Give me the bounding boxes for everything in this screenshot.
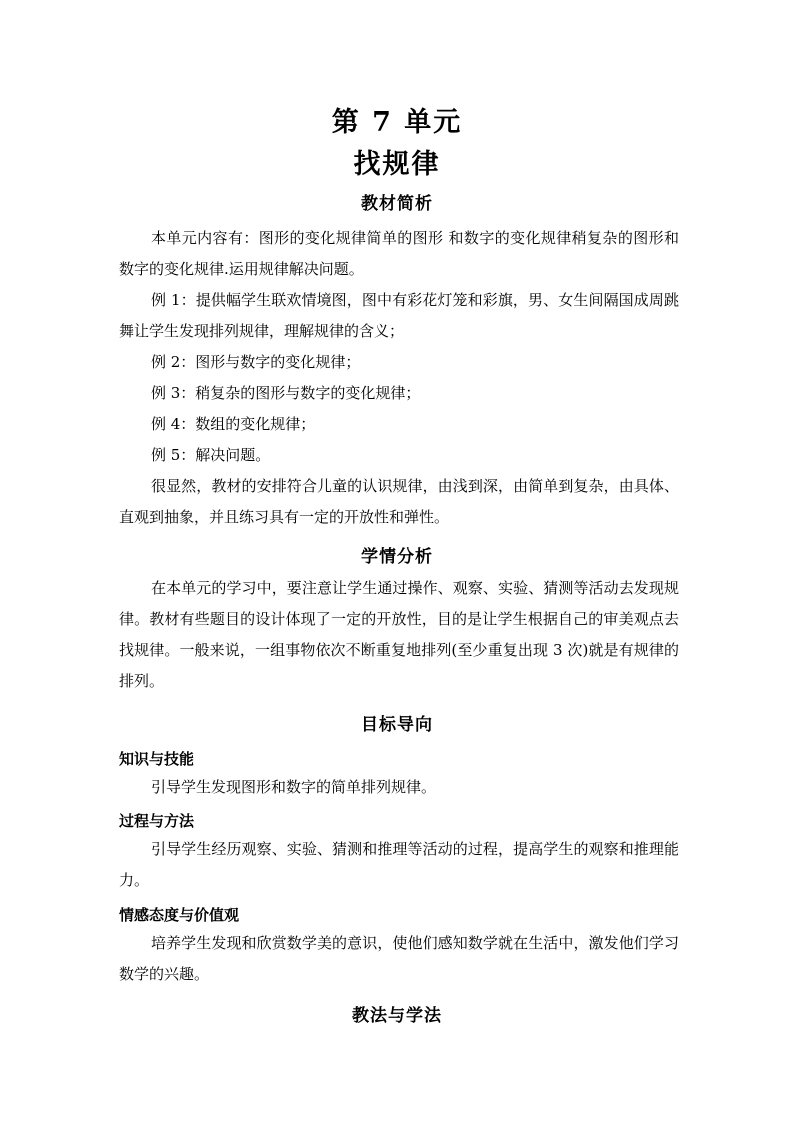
section-heading-methods: 教法与学法 [352, 1006, 442, 1026]
unit-title: 第 7 单元 [331, 107, 463, 138]
unit-subtitle: 找规律 [353, 149, 441, 180]
section-heading-analysis: 教材简析 [361, 194, 433, 214]
goal-text-process: 引导学生经历观察、实验、猜测和推理等活动的过程，提高学生的观察和推理能力。 [119, 840, 679, 889]
section-heading-students: 学情分析 [361, 547, 433, 567]
goal-label-knowledge: 知识与技能 [119, 750, 195, 768]
analysis-body [119, 223, 679, 533]
analysis-paragraph: 例 4：数组的变化规律； [151, 415, 316, 433]
section-heading-goals: 目标导向 [361, 715, 433, 735]
goal-text-emotion: 培养学生发现和欣赏数学美的意识，使他们感知数学就在生活中，激发他们学习数学的兴趣。 [119, 934, 679, 983]
analysis-paragraph: 例 2：图形与数字的变化规律； [151, 353, 361, 371]
students-paragraph: 在本单元的学习中，要注意让学生通过操作、观察、实验、猜测等活动去发现规律。教材有些题目的设计体现了一定的开放性，目的是让学生根据自己的审美观点去找规律。一般来说，一组事物依次不断重复地排列(至少重复出现 3 次)就是有规律的排列。 [119, 579, 679, 690]
goal-text-process-block [119, 834, 679, 896]
goal-text-knowledge: 引导学生发现图形和数字的简单排列规律。 [151, 778, 437, 796]
analysis-paragraph: 很显然，教材的安排符合儿童的认识规律，由浅到深，由简单到复杂，由具体、直观到抽象，并且练习具有一定的开放性和弹性。 [119, 477, 679, 526]
goal-label-process: 过程与方法 [119, 812, 195, 830]
analysis-paragraph: 例 5：解决问题。 [151, 446, 271, 464]
goal-text-emotion-block [119, 928, 679, 990]
analysis-paragraph: 例 1：提供幅学生联欢情境图，图中有彩花灯笼和彩旗，男、女生间隔国成周跳舞让学生发现排列规律，理解规律的含义； [119, 291, 679, 340]
goal-text-knowledge-block [119, 772, 679, 803]
students-body [119, 573, 679, 697]
analysis-paragraph: 本单元内容有：图形的变化规律简单的图形 和数字的变化规律稍复杂的图形和数字的变化规律.运用规律解决问题。 [119, 229, 679, 278]
goal-label-emotion: 情感态度与价值观 [119, 906, 240, 924]
analysis-paragraph: 例 3：稍复杂的图形与数字的变化规律； [151, 384, 421, 402]
